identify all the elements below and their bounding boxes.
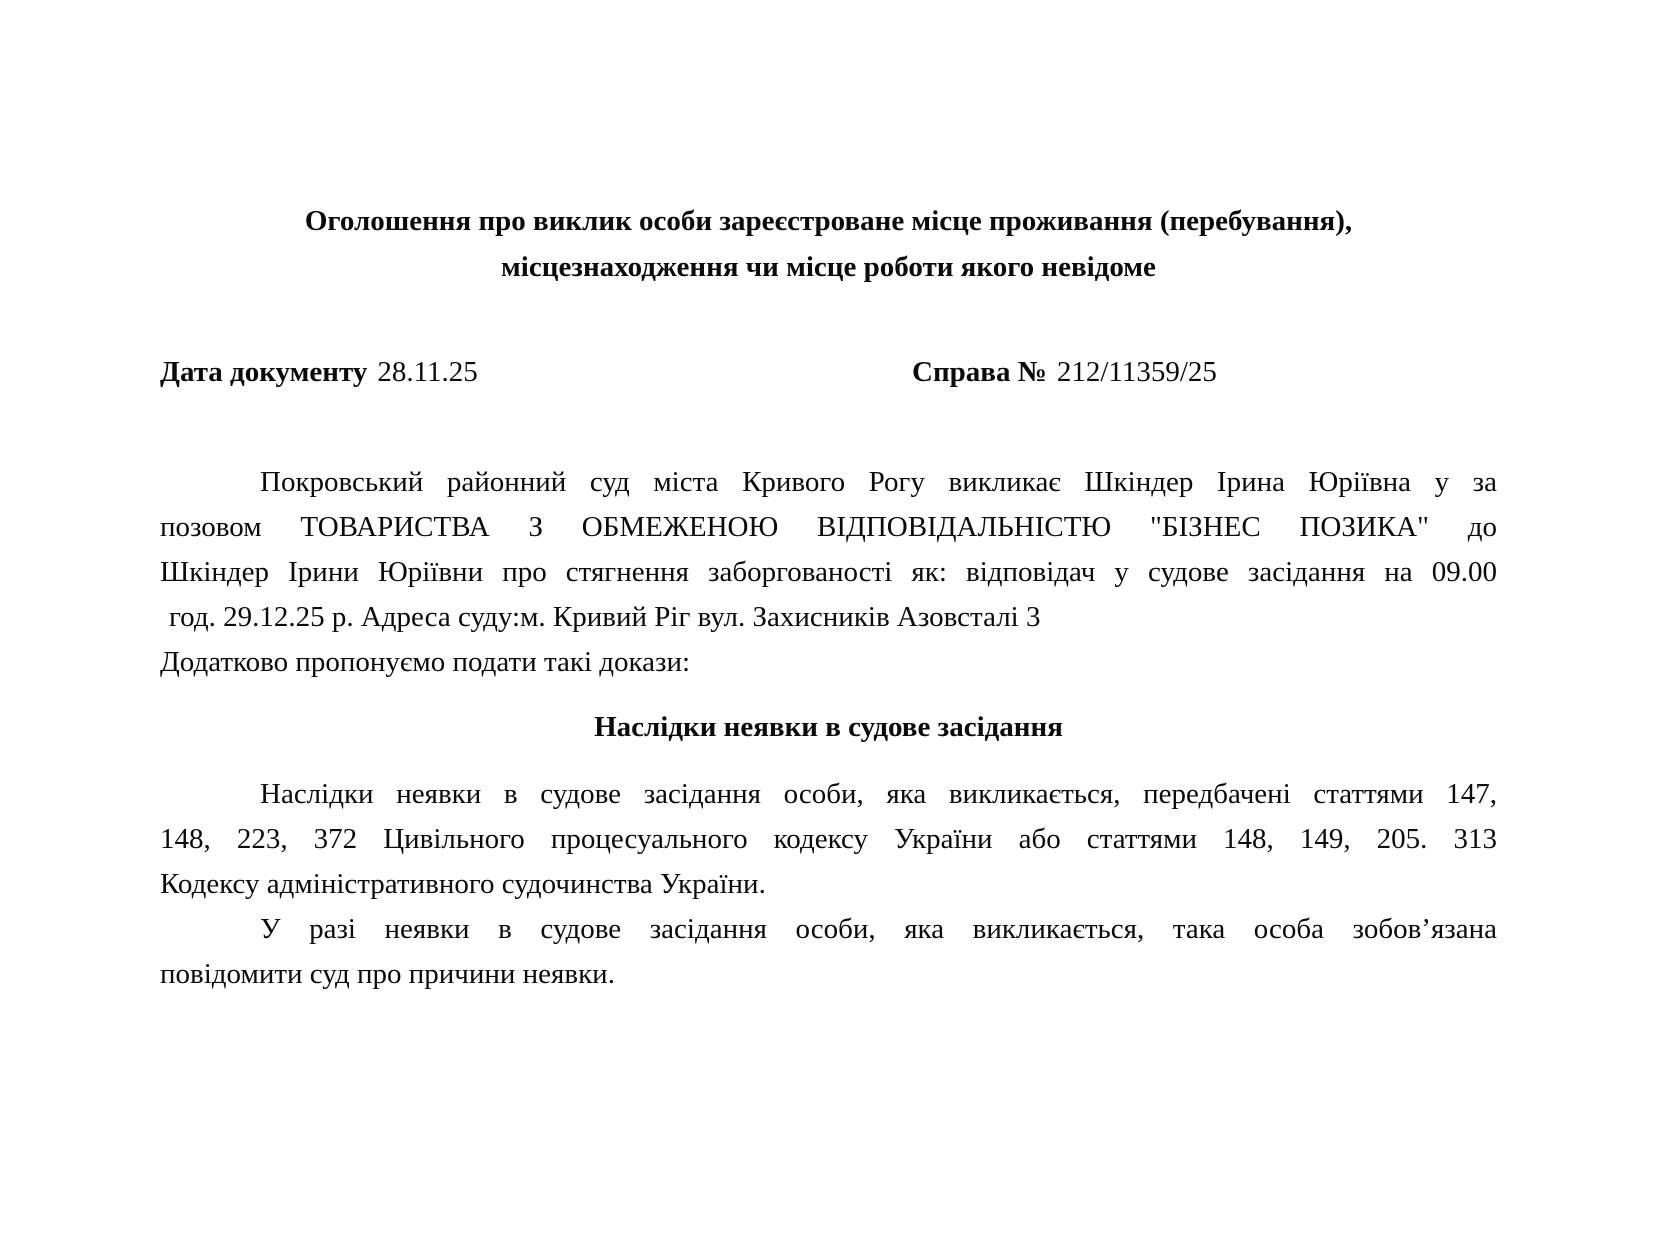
- document-content: [160, 0, 1497, 997]
- section-heading: Наслідки неявки в судове засідання: [594, 711, 1063, 743]
- paragraph-obligation: [160, 907, 1497, 997]
- paragraph-line: год. 29.12.25 р. Адреса суду:м. Кривий Ріг вул. Захисників Азовсталі 3: [169, 601, 1041, 633]
- title-line-2: місцезнаходження чи місце роботи якого невідоме: [501, 251, 1156, 283]
- paragraph-line: У разі неявки в судове засідання особи, яка викликається, така особа зобов’язана: [260, 913, 1497, 945]
- paragraph-line: Наслідки неявки в судове засідання особи, яка викликається, передбачені статтями 147,: [260, 778, 1497, 810]
- paragraph-line: Покровський районний суд міста Кривого Рогу викликає Шкіндер Ірина Юріївна у за: [260, 466, 1497, 498]
- document-title: [160, 198, 1497, 290]
- paragraph-line: повідомити суд про причини неявки.: [160, 958, 615, 990]
- paragraph-line: Шкіндер Ірини Юріївни про стягнення заборгованості як: відповідач у судове засідання на 09.00: [160, 556, 1497, 588]
- title-line-1: Оголошення про виклик особи зареєстроване місце проживання (перебування),: [304, 205, 1353, 237]
- case-number: [912, 350, 1217, 395]
- meta-row: [160, 350, 1497, 395]
- paragraph-consequences: [160, 772, 1497, 907]
- paragraph-summons: [160, 460, 1497, 685]
- paragraph-line: Додатково пропонуємо подати такі докази:: [160, 646, 691, 678]
- paragraph-line: 148, 223, 372 Цивільного процесуального кодексу України або статтями 148, 149, 205. 313: [160, 823, 1497, 855]
- date-value: 28.11.25: [377, 356, 478, 388]
- case-value: 212/11359/25: [1056, 356, 1217, 388]
- paragraph-line: Кодексу адміністративного судочинства України.: [160, 868, 766, 900]
- case-label: Справа №: [912, 356, 1047, 388]
- document-date: [160, 356, 478, 388]
- paragraph-line: позовом ТОВАРИСТВА З ОБМЕЖЕНОЮ ВІДПОВІДАЛЬНІСТЮ "БІЗНЕС ПОЗИКА" до: [160, 511, 1497, 543]
- date-label: Дата документу: [160, 356, 368, 388]
